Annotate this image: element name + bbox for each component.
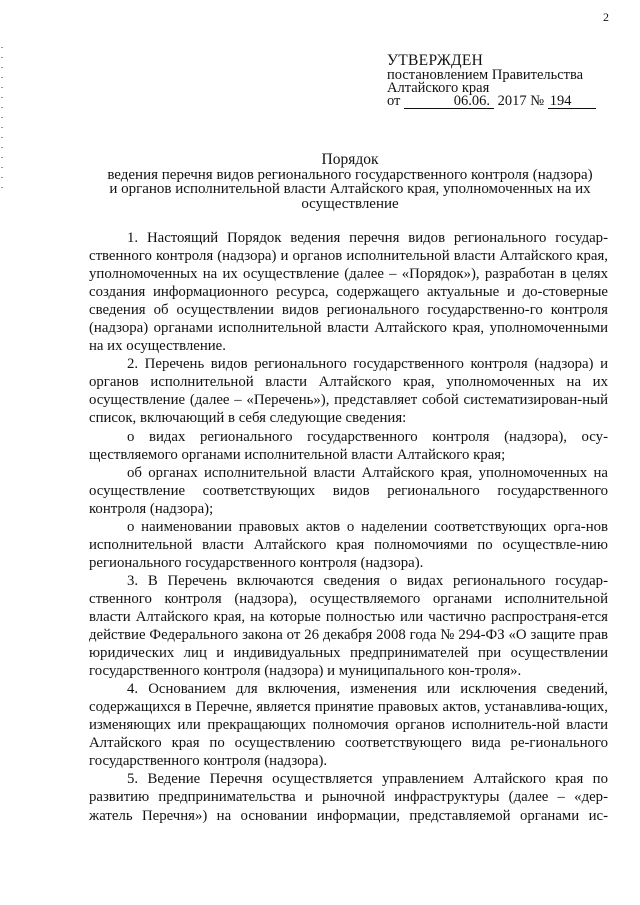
paragraph-4: 4. Основанием для включения, изменения или исключения сведений, содержащихся в Перечне, является принятие правовых актов, устанавлива-ющих, изменяющих или прекращающих полномочия органов исполнитель-ной власти Алтайского края по осуществлению соответствующего вида ре-гионального государственного контроля (надзора). (89, 681, 608, 770)
document-heading (60, 153, 640, 211)
approval-line-1: постановлением Правительства (387, 67, 584, 83)
page-number: 2 (603, 10, 609, 24)
approval-year: 2017 (497, 93, 527, 109)
approval-title: УТВЕРЖДЕН (387, 52, 484, 69)
document-subtitle-line-1: ведения перечня видов регионального государственного контроля (надзора) (107, 166, 593, 183)
paragraph-5: 5. Ведение Перечня осуществляется управлением Алтайского края по развитию предпринимательства и рыночной инфраструктуры (далее – «дер-жатель Перечня») на основании информации, представляемой органами ис- (89, 771, 608, 824)
approval-date-prefix: от (387, 93, 401, 109)
approval-number-sign: № (530, 93, 545, 109)
paragraph-1: 1. Настоящий Порядок ведения перечня видов регионального государ-ственного контроля (надзора) и органов исполнительной власти Алтайского края, уполномоченных на их осуществление (далее – «Порядок»), разработан в целях создания информационного ресурса, содержащего актуальные и до-стоверные сведения об осуществлении видов регионального государственно-го контроля (надзора) органами исполнительной власти Алтайского края, уполномоченными на их осуществление. (89, 230, 608, 355)
approval-number: 194 (548, 95, 596, 109)
document-title: Порядок (321, 151, 379, 168)
scan-margin-marks (1, 47, 5, 207)
approval-stamp (387, 52, 617, 109)
paragraph-2: 2. Перечень видов регионального государственного контроля (надзора) и органов исполнительной власти Алтайского края, уполномоченных на их осуществление (далее – «Перечень»), представляет собой систематизирован-ный список, включающий в себя следующие сведения: (89, 356, 608, 427)
approval-date: 06.06. (404, 95, 494, 109)
document-subtitle-line-3: осуществление (301, 195, 399, 212)
document-subtitle-line-2: и органов исполнительной власти Алтайского края, уполномоченных на их (109, 181, 591, 197)
paragraph-2-item-2: об органах исполнительной власти Алтайского края, уполномоченных на осуществление соответствующих видов регионального государственного контроля (надзора); (89, 464, 608, 517)
approval-line-2: Алтайского края (387, 80, 490, 96)
paragraph-3: 3. В Перечень включаются сведения о видах регионального государ-ственного контроля (надзора), осуществляемого органами исполнительной власти Алтайского края, на которые полностью или частично распространя-ется действие Федерального закона от 26 декабря 2008 года № 294-ФЗ «О защите прав юридических лиц и индивидуальных предпринимателей при осуществлении государственного контроля (надзора) и муниципального кон-троля». (89, 572, 608, 680)
paragraph-2-item-1: о видах регионального государственного контроля (надзора), осу-ществляемого органами исполнительной власти Алтайского края; (89, 428, 608, 463)
document-body (89, 229, 608, 825)
paragraph-2-item-3: о наименовании правовых актов о наделении соответствующих орга-нов исполнительной власти Алтайского края полномочиями по осуществле-нию регионального государственного контроля (надзора). (89, 518, 608, 571)
approval-date-row (387, 95, 617, 109)
